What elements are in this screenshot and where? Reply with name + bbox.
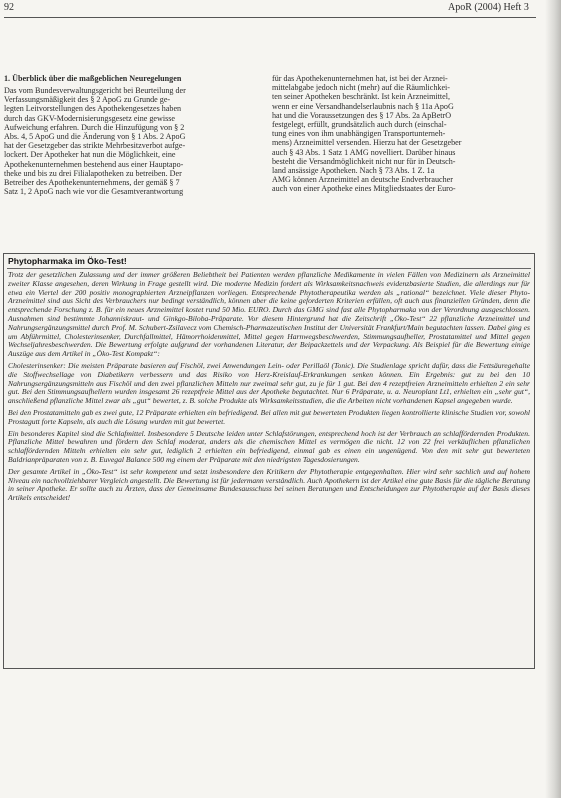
info-box-rule (7, 268, 531, 269)
scan-edge-shadow (545, 0, 561, 798)
page-number: 92 (4, 2, 14, 13)
info-box (3, 253, 535, 669)
box-paragraph: Bei den Prostatamitteln gab es zwei gute, 12 Präparate erhielten ein befriedigend. Bei allen mit gut bewerteten Produkten liegen kontrollierte klinische Studien vor, sowohl Prostagutt forte Kapseln, als auch die Lösung wurden mit gut bewertet. (8, 407, 530, 426)
info-box-body (8, 271, 530, 506)
section-heading: 1. Überblick über die maßgeblichen Neuregelungen (4, 74, 182, 83)
left-column-text: Das vom Bundesverwaltungsgericht bei Beurteilung der Verfassungsmäßigkeit des § 2 ApoG zu Grunde ge- legten Leitvorstellungen des Apothekengesetzes haben durch das GKV-Modernisierungsgesetz eine gewisse Aufweichung erfahren. Durch die Hinzufügung von § 2 Abs. 4, 5 ApoG und die Änderung von § 1 Abs. 2 ApoG hat der Gesetzgeber das strikte Mehrbesitzverbot aufge- lockert. Der Apotheker hat nun die Möglichkeit, eine Apothekenunternehmen bestehend aus einer Hauptapo- theke und bis zu drei Filialapotheken zu betreiben. Der Betreiber des Apothekenunternehmens, der gemäß § 7 Satz 1, 2 ApoG nach wie vor die Gesamtverantwortung (4, 86, 186, 197)
box-paragraph: Cholesterinsenker: Die meisten Präparate basieren auf Fischöl, zwei Anwendungen Lein- oder Perillaöl (Tonic). Die Studienlage spricht dafür, dass die Fettsäuregehalte die Stoffwechsellage von Diabetikern verbessern und das Risiko von Herz-Kreislauf-Erkrankungen senken können. Ein Ergebnis: gut zu bei den 10 Nahrungsergänzungsmitteln aus Fischöl und den zwei pflanzlichen Mitteln nur zweimal sehr gut, zu je für 1 gut. Bei den 4 rezeptfreien Arzneimitteln erhielten 2 ein sehr gut. Bei den Stimmungsaufhellern wurden insgesamt 26 rezeptfreie Mittel aus der Apotheke begutachtet. Nur 6 Präparate, u. a. Neuroplant Lt1, erhielten ein „sehr gut“, anschließend pflanzliche Mittel zwar als „gut“ bewertet, z. B. solche Produkte als Wirksamkeitsstudien, die die Arbeiten nicht vorhandenen Kapsel angegeben wurde. (8, 360, 530, 406)
info-box-title: Phytopharmaka im Öko-Test! (8, 256, 127, 266)
box-paragraph: Trotz der gesetzlichen Zulassung und der immer größeren Beliebtheit bei Patienten werden pflanzliche Medikamente in vielen Fällen von Medizinern als Arzneimittel zweiter Klasse angesehen, deren Wirkung in Frage gestellt wird. Die moderne Medizin fordert als Wirksamkeitsnachweis evidenzbasierte Studien, die allerdings nur für etwa ein Viertel der 200 positiv monographierten Arzneipflanzen vorliegen. Entsprechende Phytotherapeutika werden als „rational“ bezeichnet. Viele dieser Phyto-Arzneimittel sind aus Sicht des Verbrauchers nur bedingt verständlich, können aber die keine geforderten Kriterien erfüllen, oft auch aus finanziellen Gründen, denn die entsprechende Forschung z. B. für ein neues Arzneimittel kostet rund 50 Mio. EURO. Durch das GMG sind fast alle Phytopharmaka von der Verordnung ausgeschlossen. Ausnahmen sind bestimmte Johanniskraut- und Ginkgo-Biloba-Präparate. Vor diesem Hintergrund hat die Zeitschrift „Öko-Test“ 22 pflanzliche Arzneimittel und Nahrungsergänzungsmittel durch Prof. M. Schubert-Zsilavecz vom Chemisch-Pharmazeutischen Institut der Universität Frankfurt/Main begutachten lassen. Dabei ging es um Abführmittel, Cholesterinsenker, Durchfallmittel, Hämorrhoidenmittel, Mittel gegen Harnwegsbeschwerden, Stimmungsaufheller, Prostatamittel und Mittel gegen Wechseljahresbeschwerden. Die Bewertung erfolgte aufgrund der vorhandenen Literatur, der Beipackzettels und der Verpackung. Als Beispiel für die Bewertung einige Auszüge aus dem Artikel in „Öko-Test Kompakt“: (8, 270, 530, 359)
right-column-text: für das Apothekenunternehmen hat, ist bei der Arznei- mittelabgabe jedoch nicht (mehr) auf die Räumlichkei- ten seiner Apotheken beschränkt. Ist kein Arzneimittel, wenn er eine Versandhandelserlaubnis nach § 11a ApoG hat und die Voraussetzungen des § 17 Abs. 2a ApBetrO festgelegt, erfüllt, grundsätzlich auch durch (einschal- tung eines von ihm unabhängigen Transportunterneh- mens) Arzneimittel versenden. Hierzu hat der Gesetzgeber auch § 43 Abs. 1 Satz 1 AMG novelliert. Darüber hinaus besteht die Versandmöglichkeit nicht nur für in Deutsch- land ansässige Apotheken. Nach § 73 Abs. 1 Z. 1a AMG können Arzneimittel an deutsche Endverbraucher auch von einer Apotheke eines Mitgliedstaates der Euro- (272, 74, 462, 194)
journal-reference: ApoR (2004) Heft 3 (448, 2, 529, 13)
header-rule (4, 17, 536, 18)
box-paragraph: Ein besonderes Kapitel sind die Schlafmittel. Insbesondere 5 Deutsche leiden unter Schlafstörungen, entsprechend hoch ist der Verbrauch an schlaffördernden Produkten. Pflanzliche Mittel bewahren und fördern den Schlaf moderat, anders als die chemischen Mittel es vermögen die nicht. 12 von 22 frei verkäuflichen pflanzlichen schlaffördernden Mitteln erhielten ein sehr gut, lediglich 2 erhielten ein befriedigend, einmal gab es einen ein ungenügend. Von den mit sehr gut bewerteten Baldrianpräparaten von z. B. Euvegal Balance 500 mg einem der Präparate mit den niedrigsten Tagesdosierungen. (8, 428, 530, 464)
box-paragraph: Der gesamte Artikel in „Öko-Test“ ist sehr kompetent und setzt insbesondere den Kritikern der Phytotherapie entgegenhalten. Hier wird sehr sachlich und auf hohem Niveau ein nachvollziehbarer Vergleich angestellt. Die Bewertung ist für jedermann verständlich. Auch Apothekern ist der Artikel eine gute Basis für die tägliche Beratung in seiner Apotheke. Er sollte auch zu Ärzten, dass der Gemeinsame Bundesausschuss bei seinen Beratungen und Entscheidungen zur Phytotherapie auf der Basis dieses Artikels entscheidet! (8, 466, 530, 503)
